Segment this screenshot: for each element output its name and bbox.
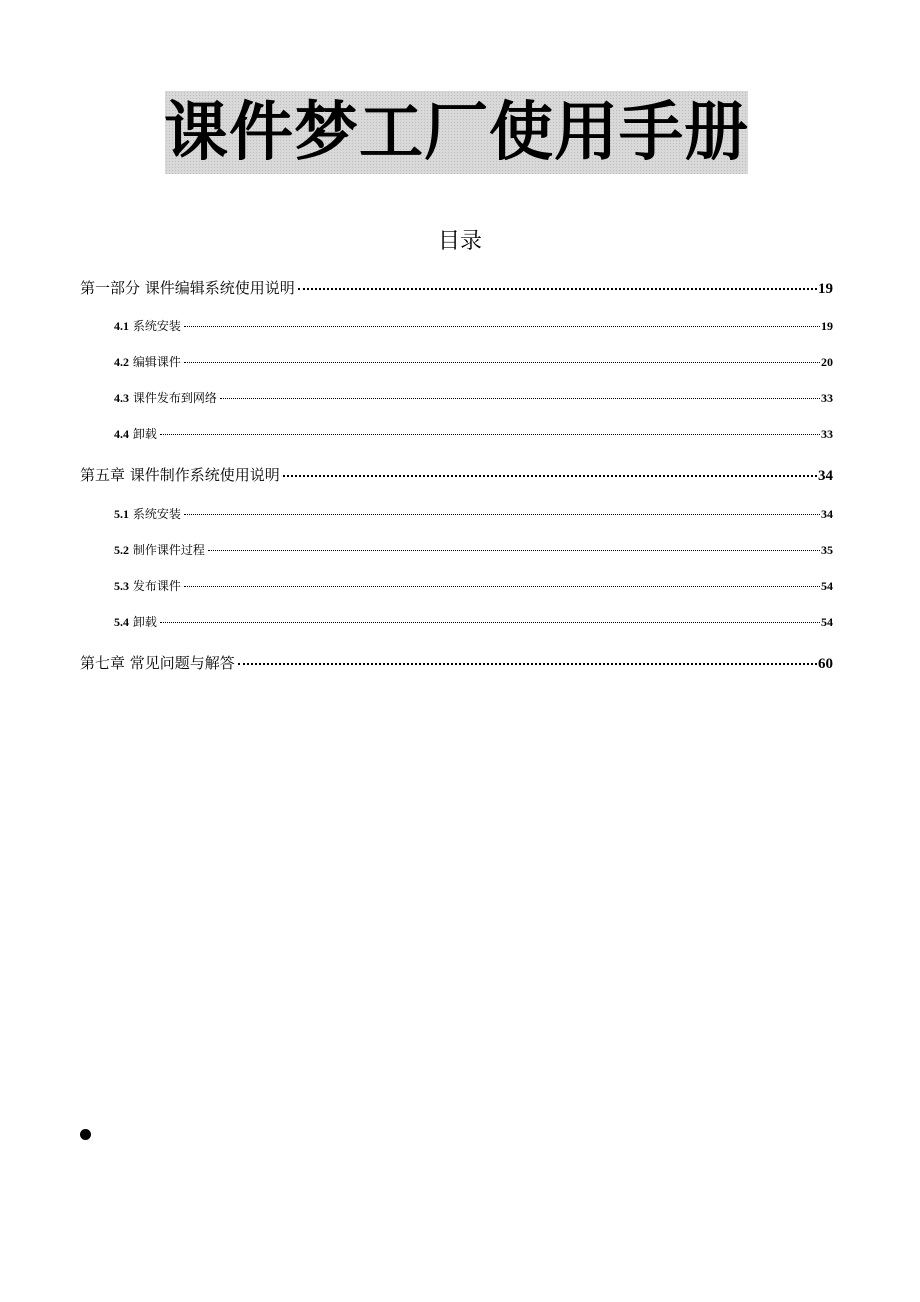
toc-entry-label: 4.2 编辑课件 bbox=[114, 355, 181, 369]
toc-page-number: 35 bbox=[821, 543, 833, 557]
toc-entry-label: 5.3 发布课件 bbox=[114, 579, 181, 593]
toc-entry-label: 4.4 卸载 bbox=[114, 427, 157, 441]
toc-entry-label: 5.4 卸载 bbox=[114, 615, 157, 629]
toc-dot-leader bbox=[184, 514, 820, 515]
toc-page-number: 54 bbox=[821, 579, 833, 593]
toc-dot-leader bbox=[184, 326, 820, 327]
toc-chapter-entry[interactable] bbox=[80, 277, 833, 299]
toc-page-number: 34 bbox=[821, 507, 833, 521]
toc-section-entry[interactable] bbox=[114, 505, 833, 523]
toc-page-number: 60 bbox=[818, 656, 833, 672]
toc-section-entry[interactable] bbox=[114, 577, 833, 595]
bullet-dot bbox=[80, 1129, 91, 1140]
toc-page-number: 54 bbox=[821, 615, 833, 629]
toc-section-entry[interactable] bbox=[114, 425, 833, 443]
toc-entry-label: 第五章 课件制作系统使用说明 bbox=[80, 466, 280, 484]
toc-section-entry[interactable] bbox=[114, 613, 833, 631]
toc-entry-label: 5.1 系统安装 bbox=[114, 507, 181, 521]
toc-entry-label: 第七章 常见问题与解答 bbox=[80, 654, 235, 672]
toc-dot-leader bbox=[160, 434, 820, 435]
toc-page-number: 33 bbox=[821, 391, 833, 405]
toc-chapter-entry[interactable] bbox=[80, 464, 833, 486]
toc-section-entry[interactable] bbox=[114, 353, 833, 371]
toc-dot-leader bbox=[160, 622, 820, 623]
toc-entry-label: 4.3 课件发布到网络 bbox=[114, 391, 217, 405]
toc-page-number: 34 bbox=[818, 468, 833, 484]
toc-entry-label: 4.1 系统安装 bbox=[114, 319, 181, 333]
toc-dot-leader bbox=[283, 475, 817, 477]
toc-section-entry[interactable] bbox=[114, 541, 833, 559]
toc-page-number: 33 bbox=[821, 427, 833, 441]
toc-dot-leader bbox=[184, 586, 820, 587]
toc-dot-leader bbox=[208, 550, 820, 551]
toc-section-entry[interactable] bbox=[114, 389, 833, 407]
toc-dot-leader bbox=[220, 398, 820, 399]
document-title: 课件梦工厂使用手册 bbox=[164, 95, 749, 170]
toc-entry-label: 5.2 制作课件过程 bbox=[114, 543, 205, 557]
toc-dot-leader bbox=[184, 362, 820, 363]
toc-page-number: 20 bbox=[821, 355, 833, 369]
toc-dot-leader bbox=[298, 288, 817, 290]
toc-heading: 目录 bbox=[437, 229, 482, 254]
toc-page-number: 19 bbox=[821, 319, 833, 333]
toc-chapter-entry[interactable] bbox=[80, 652, 833, 674]
toc-page-number: 19 bbox=[818, 281, 833, 297]
toc-entry-label: 第一部分 课件编辑系统使用说明 bbox=[80, 279, 295, 297]
toc-dot-leader bbox=[238, 663, 817, 665]
toc-section-entry[interactable] bbox=[114, 317, 833, 335]
